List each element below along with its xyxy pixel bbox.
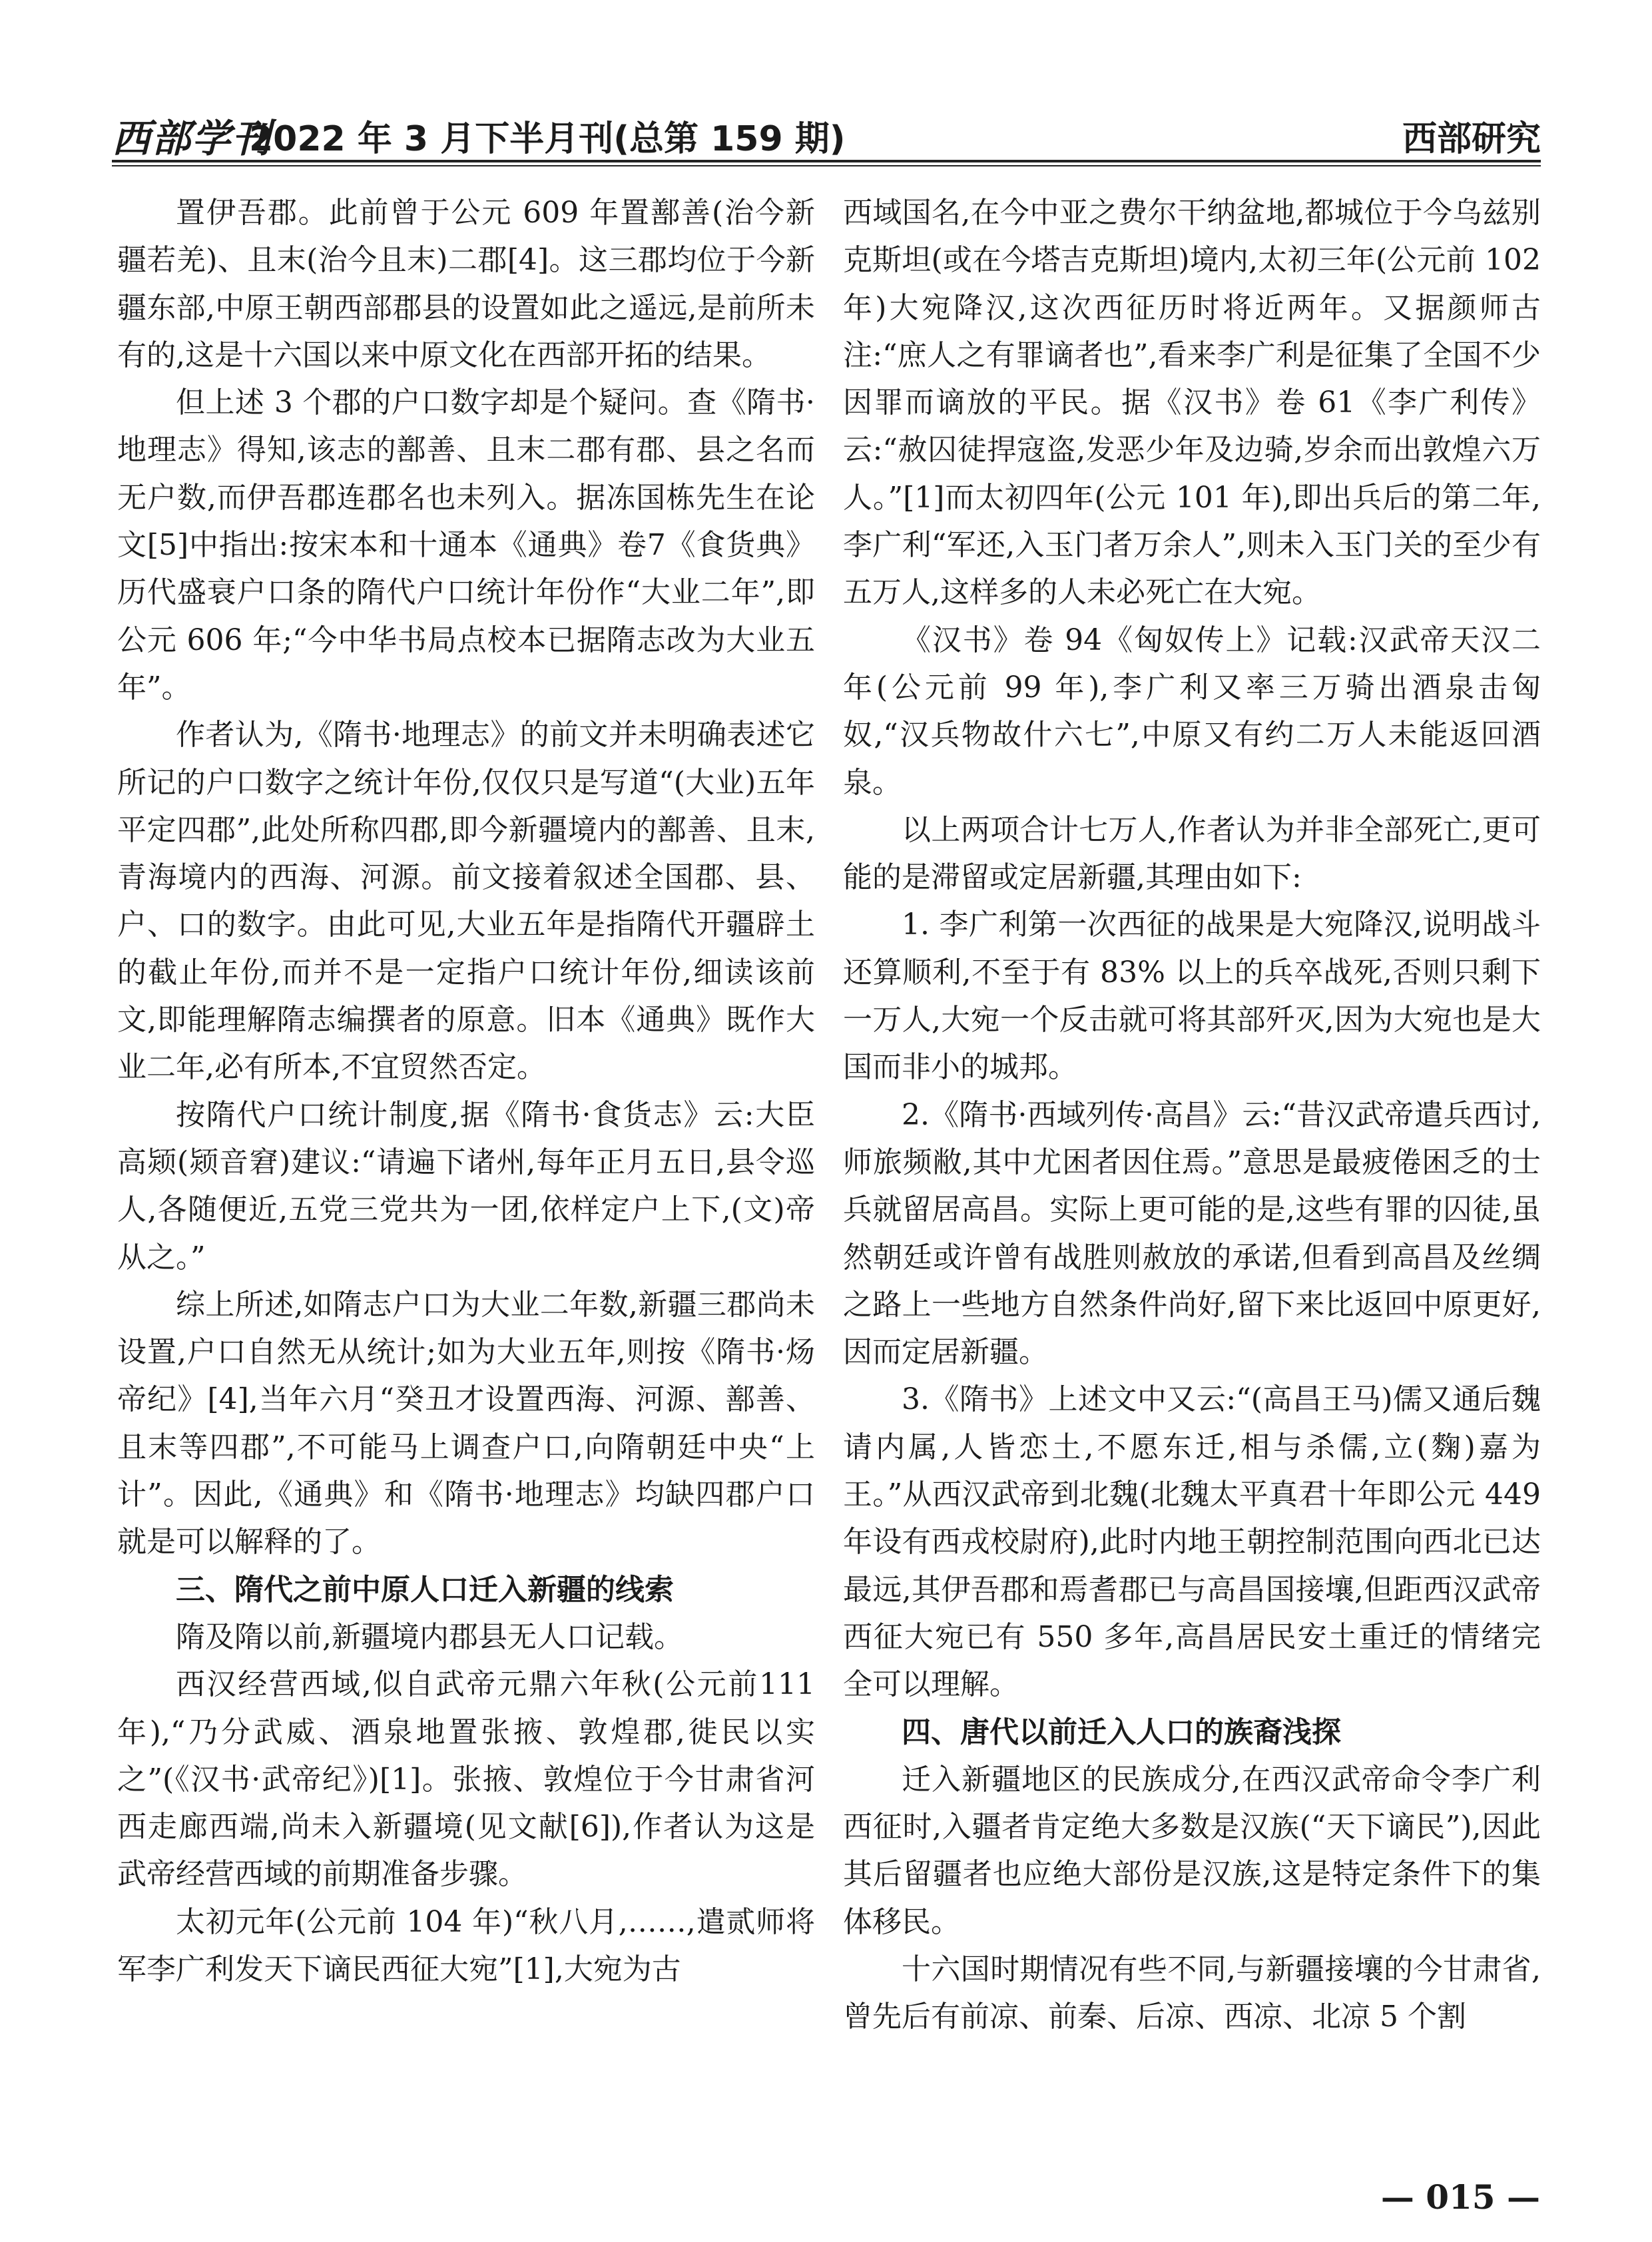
page-number: — 015 — [1380,2177,1540,2217]
paragraph: 1. 李广利第一次西征的战果是大宛降汉,说明战斗还算顺利,不至于有 83% 以上的兵卒战死,否则只剩下一万人,大宛一个反击就可将其部歼灭,因为大宛也是大国而非小的城邦。 [843,908,1541,1085]
issue-info: 2022 年 3 月下半月刊(总第 159 期) [249,119,846,159]
paragraph: 西汉经营西域,似自武帝元鼎六年秋(公元前111 年),“乃分武威、酒泉地置张掖、敦煌郡,徙民以实之”(《汉书·武帝纪》)[1]。张掖、敦煌位于今甘肃省河西走廊西端,尚未入新疆境(见文献[6]),作者认为这是武帝经营西域的前期准备步骤。 [117,1667,815,1892]
paragraph: 《汉书》卷 94《匈奴传上》记载:汉武帝天汉二年(公元前 99 年),李广利又率三万骑出酒泉击匈奴,“汉兵物故什六七”,中原又有约二万人未能返回酒泉。 [843,623,1541,800]
header-rule-thin [112,165,1541,166]
header-rule-thick [112,160,1541,162]
paragraph: 十六国时期情况有些不同,与新疆接壤的今甘肃省,曾先后有前凉、前秦、后凉、西凉、北凉 5 个割 [843,1952,1541,2034]
paragraph-continued: 西域国名,在今中亚之费尔干纳盆地,都城位于今乌兹别克斯坦(或在今塔吉克斯坦)境内,太初三年(公元前 102 年)大宛降汉,这次西征历时将近两年。又据颜师古注:“庶人之有罪谪者也”,看来李广利是征集了全国不少因罪而谪放的平民。据《汉书》卷 61《李广利传》云:“赦囚徒捍寇盗,发恶少年及边骑,岁余而出敦煌六万人。”[1]而太初四年(公元 101 年),即出兵后的第二年,李广利“军还,入玉门者万余人”,则未入玉门关的至少有五万人,这样多的人未必死亡在大宛。 [843,196,1541,610]
paragraph: 太初元年(公元前 104 年)“秋八月,……,遣贰师将军李广利发天下谪民西征大宛”[1],大宛为古 [117,1904,815,1986]
paragraph: 按隋代户口统计制度,据《隋书·食货志》云:大臣高颎(颎音窘)建议:“请遍下诸州,每年正月五日,县令巡人,各随便近,五党三党共为一团,依样定户上下,(文)帝从之。” [117,1097,815,1274]
right-column [843,189,1541,2041]
paragraph: 迁入新疆地区的民族成分,在西汉武帝命令李广利西征时,入疆者肯定绝大多数是汉族(“天下谪民”),因此其后留疆者也应绝大部份是汉族,这是特定条件下的集体移民。 [843,1762,1541,1939]
section-heading: 四、唐代以前迁入人口的族裔浅探 [902,1715,1341,1749]
paragraph: 以上两项合计七万人,作者认为并非全部死亡,更可能的是滞留或定居新疆,其理由如下: [843,812,1541,895]
paragraph: 作者认为,《隋书·地理志》的前文并未明确表述它所记的户口数字之统计年份,仅仅只是写道“(大业)五年平定四郡”,此处所称四郡,即今新疆境内的鄯善、且末,青海境内的西海、河源。前文接着叙述全国郡、县、户、口的数字。由此可见,大业五年是指隋代开疆辟土的截止年份,而并不是一定指户口统计年份,细读该前文,即能理解隋志编撰者的原意。旧本《通典》既作大业二年,必有所本,不宜贸然否定。 [117,718,815,1085]
paragraph: 但上述 3 个郡的户口数字却是个疑问。查《隋书·地理志》得知,该志的鄯善、且末二郡有郡、县之名而无户数,而伊吾郡连郡名也未列入。据冻国栋先生在论文[5]中指出:按宋本和十通本《通典》卷7《食货典》历代盛衰户口条的隋代户口统计年份作“大业二年”,即公元 606 年;“今中华书局点校本已据隋志改为大业五年”。 [117,386,815,704]
paragraph: 置伊吾郡。此前曾于公元 609 年置鄯善(治今新疆若羌)、且末(治今且末)二郡[4]。这三郡均位于今新疆东部,中原王朝西部郡县的设置如此之遥远,是前所未有的,这是十六国以来中原文化在西部开拓的结果。 [117,196,815,372]
paragraph: 3.《隋书》上述文中又云:“(高昌王马)儒又通后魏请内属,人皆恋土,不愿东迁,相与杀儒,立(麴)嘉为王。”从西汉武帝到北魏(北魏太平真君十年即公元 449 年设有西戎校尉府),此时内地王朝控制范围向西北已达最远,其伊吾郡和焉耆郡已与高昌国接壤,但距西汉武帝西征大宛已有 550 多年,高昌居民安土重迁的情绪完全可以理解。 [843,1382,1541,1702]
section-heading: 三、隋代之前中原人口迁入新疆的线索 [176,1572,674,1607]
paragraph: 隋及隋以前,新疆境内郡县无人口记载。 [176,1619,683,1654]
page-header [112,107,1541,165]
journal-logo: 西部学刊 [112,116,272,161]
section-title: 西部研究 [1402,119,1541,159]
paragraph: 2.《隋书·西域列传·高昌》云:“昔汉武帝遣兵西讨,师旅频敝,其中尤困者因住焉。”意思是最疲倦困乏的士兵就留居高昌。实际上更可能的是,这些有罪的囚徒,虽然朝廷或许曾有战胜则赦放的承诺,但看到高昌及丝绸之路上一些地方自然条件尚好,留下来比返回中原更好,因而定居新疆。 [843,1097,1541,1370]
paragraph: 综上所述,如隋志户口为大业二年数,新疆三郡尚未设置,户口自然无从统计;如为大业五年,则按《隋书·炀帝纪》[4],当年六月“癸丑才设置西海、河源、鄯善、且末等四郡”,不可能马上调查户口,向隋朝廷中央“上计”。因此,《通典》和《隋书·地理志》均缺四郡户口就是可以解释的了。 [117,1287,815,1559]
left-column [117,189,815,1993]
